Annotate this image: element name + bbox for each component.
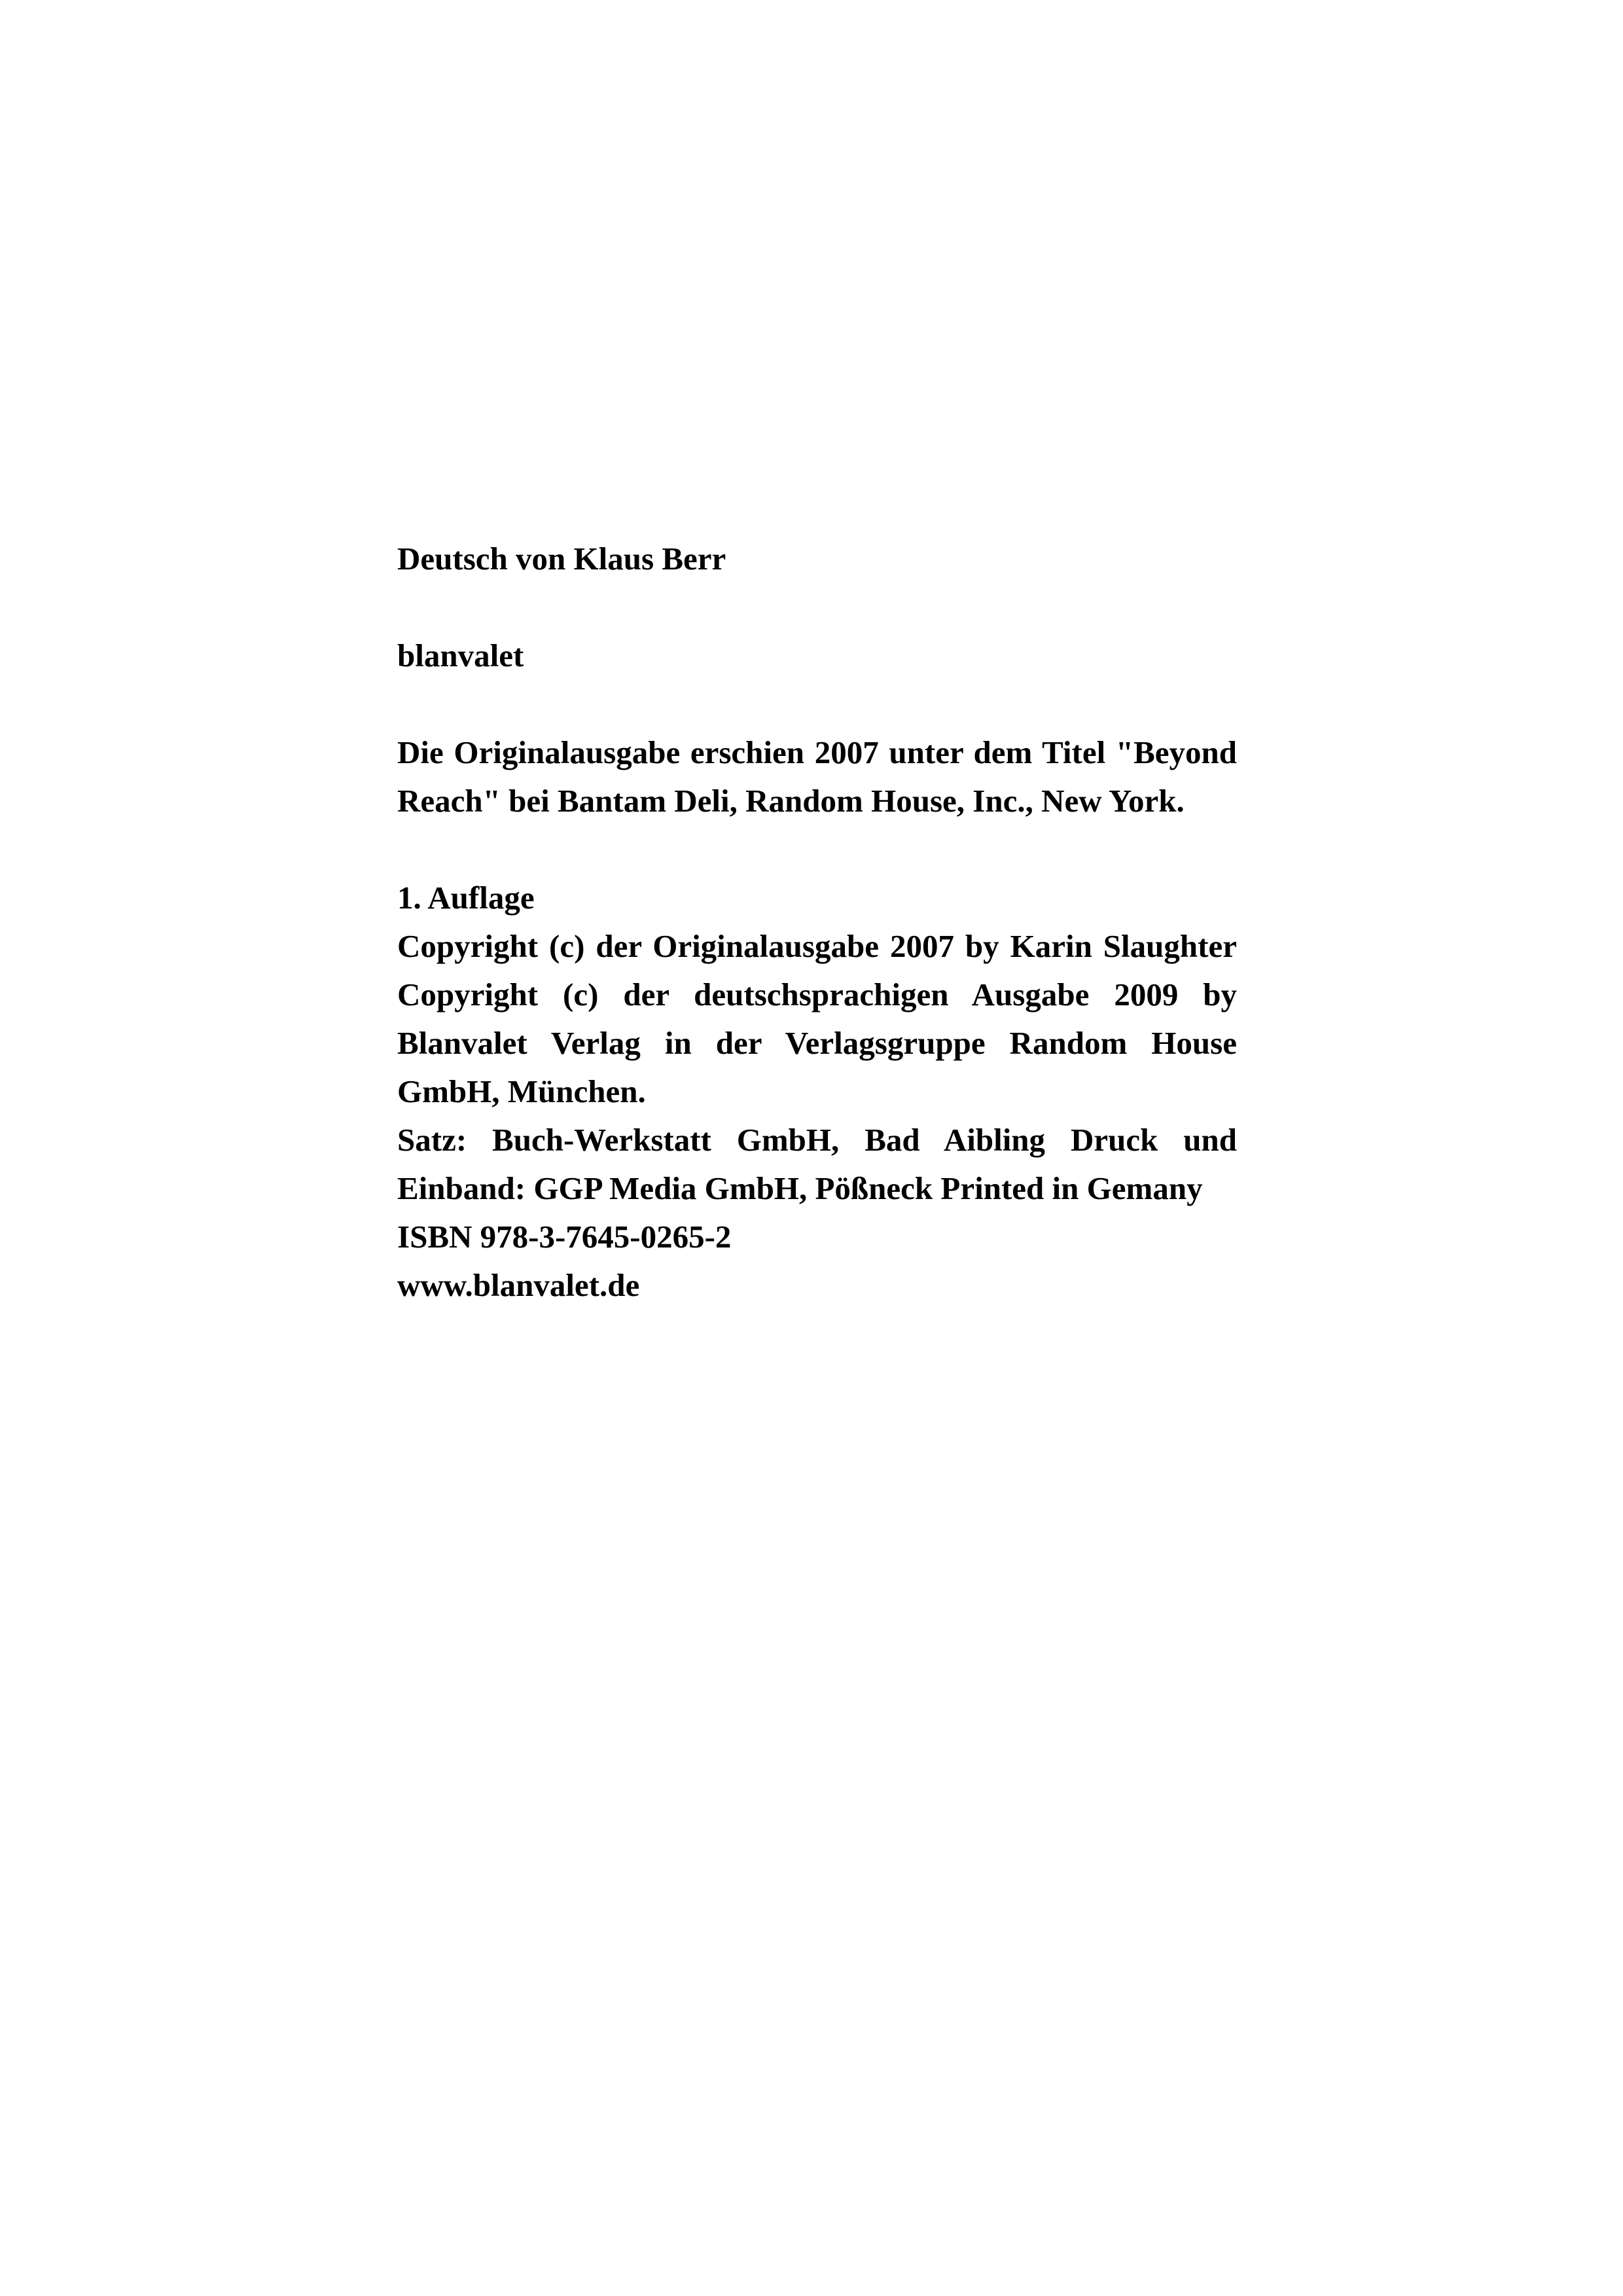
printing-edition: 1. Auflage [397, 880, 535, 916]
imprint-block [397, 535, 1237, 1310]
translator-credit: Deutsch von Klaus Berr [397, 541, 726, 577]
copyright-notice: Copyright (c) der Originalausgabe 2007 by Karin Slaughter Copyright (c) der deutschsprachigen Ausgabe 2009 by Blanvalet Verlag in der Verlagsgruppe Random House GmbH, München. [397, 928, 1237, 1109]
isbn: ISBN 978-3-7645-0265-2 [397, 1219, 732, 1255]
website-url: www.blanvalet.de [397, 1267, 640, 1303]
publisher-name: blanvalet [397, 637, 524, 673]
original-edition-note: Die Originalausgabe erschien 2007 unter dem Titel "Beyond Reach" bei Bantam Deli, Random House, Inc., New York. [397, 734, 1237, 819]
production-credits: Satz: Buch-Werkstatt GmbH, Bad Aibling Druck und Einband: GGP Media GmbH, Pößneck Printed in Gemany [397, 1122, 1237, 1206]
